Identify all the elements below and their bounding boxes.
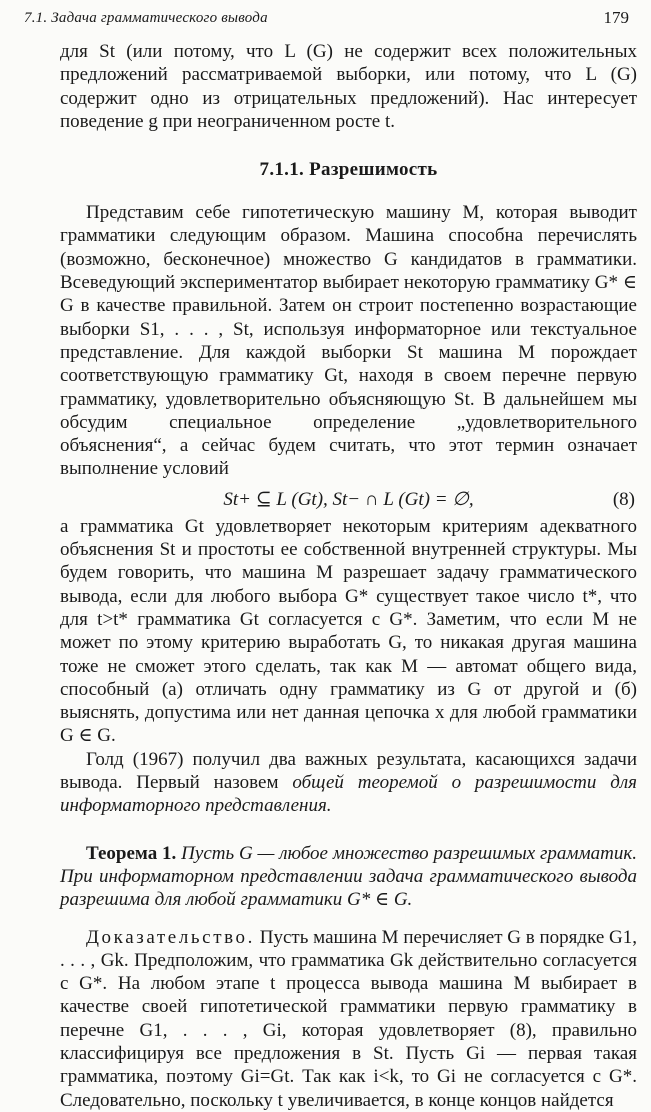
spacer [60,912,637,926]
page-header [24,6,629,32]
theorem-label: Теорема 1. [86,842,177,864]
gold-results-italic: общей теоремой о разрешимости для информаторного представления. [60,772,637,817]
spacer [60,818,637,842]
running-title: 7.1. Задача грамматического вывода [24,10,268,26]
paragraph-resolution-definition: а грамматика Gt удовлетворяет некоторым критериям адекватного объяснения St и простоты ее собственной внутренней структуры. Мы будем говорить, что машина M разрешает задачу грамматического вывода, если для любого выбора G* существует такое число t*, что для t>t* грамматика Gt согласуется с G*. Заметим, что если M не может по этому критерию выработать G, то никакая другая машина тоже не сможет этого сделать, так как M — автомат общего вида, способный (а) отличать одну грамматику из G от другой и (б) выяснять, допустима или нет данная цепочка x для любой грамматики G ∈ G. [60,515,637,747]
theorem-1 [60,842,637,912]
gold-results-text: Голд (1967) получил два важных результата, касающихся задачи вывода. Первый назовем [60,748,637,794]
paragraph-gold-results [60,748,637,818]
formula-number: (8) [612,488,635,510]
proof-label: Доказательство. [86,926,255,948]
page-number: 179 [603,8,629,27]
proof-text: Пусть машина M перечисляет G в порядке G1, . . . , Gk. Предположим, что грамматика Gk действительно согласуется с G*. На любом этапе t процесса вывода машина M выбирает в качестве своей гипотетической грамматики первую грамматику в перечне G1, . . . , Gi, которая удовлетворяет (8), правильно классифицируя все предложения в St. Пусть Gi — первая такая грамматика, поэтому Gi=Gt. Так как i<k, то Gi не согласуется с G*. Следовательно, поскольку t увеличивается, в конце концов найдется [60,926,638,1111]
section-title: 7.1.1. Разрешимость [259,159,438,181]
theorem-statement: Пусть G — любое множество разрешимых грамматик. При информаторном представлении задача грамматического вывода разрешима для любой грамматики G* ∈ G. [60,842,638,911]
proof-paragraph [60,926,637,1112]
formula-8 [60,485,637,515]
paragraph-machine-description: Представим себе гипотетическую машину M, которая выводит грамматики следующим образом. Машина способна перечислять (возможно, бесконечное) множество G кандидатов в грамматики. Всеведующий экспериментатор выбирает некоторую грамматику G* ∈ G в качестве правильной. Затем он строит постепенно возрастающие выборки S1, . . . , St, используя информаторное или текстуальное представление. Для каждой выборки St машина M порождает соответствующую грамматику Gt, находя в своем перечне первую грамматику, удовлетворительно объясняющую St. В дальнейшем мы обсудим специальное определение „удовлетворительного объяснения“, а сейчас будем считать, что этот термин означает выполнение условий [60,202,637,480]
formula-expression: St+ ⊆ L (Gt), St− ∩ L (Gt) = ∅, [223,488,474,510]
paragraph-continuation: для St (или потому, что L (G) не содержит всех положительных предложений рассматриваемой выборки, или потому, что L (G) содержит одно из отрицательных предложений). Нас интересует поведение g при неограниченном росте t. [60,41,637,132]
page-body [60,40,637,1112]
